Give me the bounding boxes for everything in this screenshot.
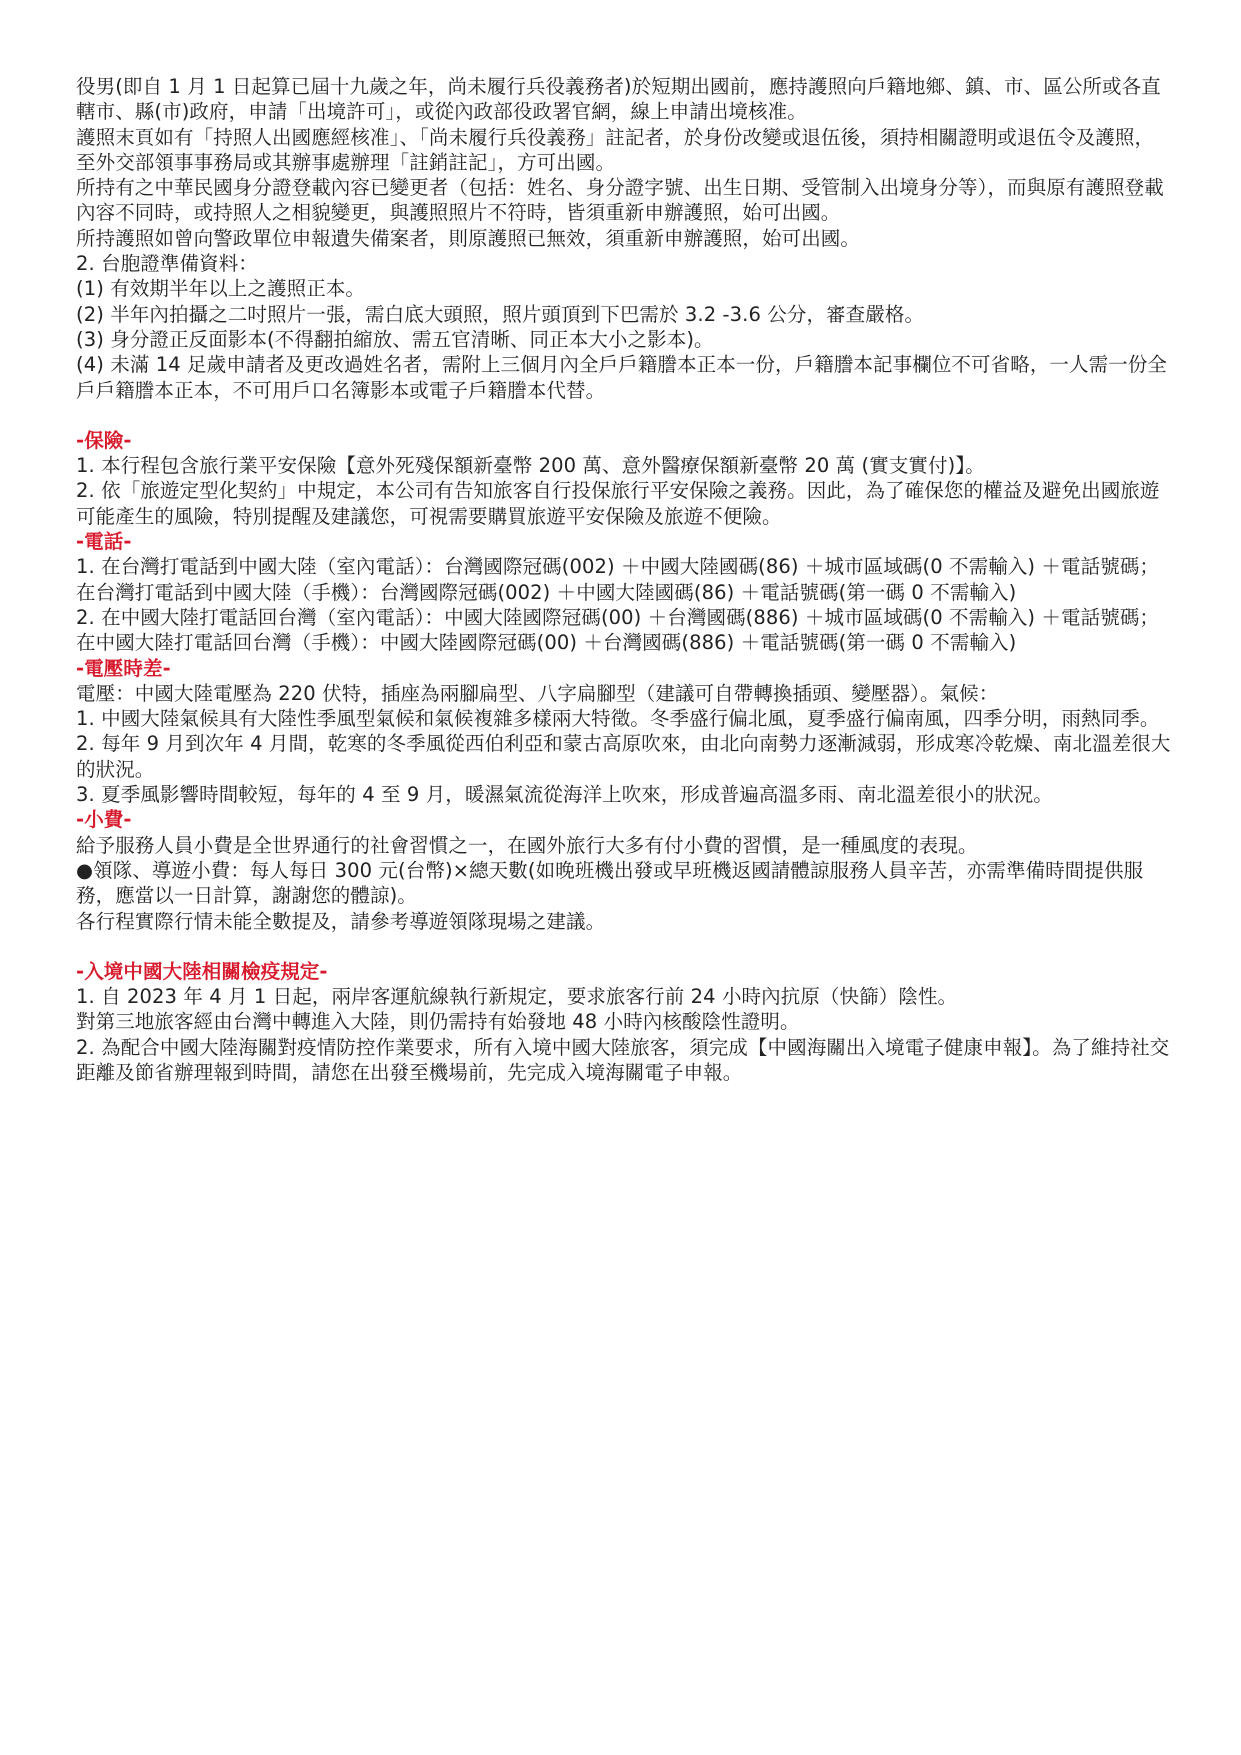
quarantine-item: 2. 為配合中國大陸海關對疫情防控作業要求，所有入境中國大陸旅客，須完成【中國海關出入境電子健康申報】。為了維持社交距離及節省辦理報到時間，請您在出發至機場前，先完成入境海關電子申報。 — [76, 1035, 1170, 1084]
tips-text: 給予服務人員小費是全世界通行的社會習慣之一，在國外旅行大多有付小費的習慣，是一種風度的表現。 — [76, 833, 978, 857]
climate-item: 1. 中國大陸氣候具有大陸性季風型氣候和氣候複雜多樣兩大特徵。冬季盛行偏北風，夏季盛行偏南風，四季分明，雨熱同季。 — [76, 707, 1160, 731]
phone-item: 2. 在中國大陸打電話回台灣（室內電話）：中國大陸國際冠碼(00) ＋台灣國碼(886) ＋城市區域碼(0 不需輸入) ＋電話號碼；在中國大陸打電話回台灣（手機）：中國大陸國際冠碼(00) ＋台灣國碼(886) ＋電話號碼(第一碼 0 不需輸入) — [76, 605, 1160, 655]
voltage-section — [76, 656, 1171, 808]
spacer — [76, 934, 1171, 959]
spacer — [76, 403, 1171, 428]
voltage-heading: -電壓時差- — [76, 656, 171, 680]
insurance-item: 1. 本行程包含旅行業平安保險【意外死殘保額新臺幣 200 萬、意外醫療保額新臺幣 20 萬 (實支實付)】。 — [76, 454, 985, 478]
document-page — [76, 74, 1171, 1085]
phone-heading: -電話- — [76, 530, 132, 554]
mtp-requirements-title: 2. 台胞證準備資料： — [76, 252, 258, 276]
insurance-section — [76, 428, 1171, 529]
quarantine-heading: -入境中國大陸相關檢疫規定- — [76, 959, 328, 983]
voltage-text: 電壓：中國大陸電壓為 220 伏特，插座為兩腳扁型、八字扁腳型（建議可自帶轉換插頭、變壓器）。氣候： — [76, 681, 999, 705]
quarantine-item: 對第三地旅客經由台灣中轉進入大陸，則仍需持有始發地 48 小時內核酸陰性證明。 — [76, 1010, 800, 1034]
tips-text: 各行程實際行情未能全數提及，請參考導遊領隊現場之建議。 — [76, 909, 606, 933]
phone-item: 1. 在台灣打電話到中國大陸（室內電話）：台灣國際冠碼(002) ＋中國大陸國碼(86) ＋城市區域碼(0 不需輸入) ＋電話號碼；在台灣打電話到中國大陸（手機）：台灣國際冠碼(002) ＋中國大陸國碼(86) ＋電話號碼(第一碼 0 不需輸入) — [76, 555, 1160, 604]
quarantine-section — [76, 959, 1171, 1085]
climate-item: 3. 夏季風影響時間較短，每年的 4 至 9 月，暖濕氣流從海洋上吹來，形成普遍高溫多雨、南北溫差很小的狀況。 — [76, 783, 1053, 807]
quarantine-item: 1. 自 2023 年 4 月 1 日起，兩岸客運航線執行新規定，要求旅客行前 24 小時內抗原（快篩）陰性。 — [76, 985, 958, 1009]
id-change-text: 所持有之中華民國身分證登載內容已變更者（包括：姓名、身分證字號、出生日期、受管制入出境身分等），而與原有護照登載內容不同時，或持照人之相貌變更，與護照照片不符時，皆須重新申辦護照，始可出國。 — [76, 176, 1164, 225]
lost-passport-text: 所持護照如曾向警政單位申報遺失備案者，則原護照已無效，須重新申辦護照，始可出國。 — [76, 226, 861, 250]
intro-section — [76, 74, 1171, 403]
mtp-requirement-item: (3) 身分證正反面影本(不得翻拍縮放、需五官清晰、同正本大小之影本)。 — [76, 327, 714, 351]
mtp-requirement-item: (2) 半年內拍攝之二吋照片一張，需白底大頭照，照片頭頂到下巴需於 3.2 -3.6 公分，審查嚴格。 — [76, 302, 925, 326]
phone-section — [76, 529, 1171, 655]
tips-text: ●領隊、導遊小費：每人每日 300 元(台幣)×總天數(如晚班機出發或早班機返國請體諒服務人員辛苦，亦需準備時間提供服務，應當以一日計算，謝謝您的體諒)。 — [76, 858, 1144, 908]
passport-annotation-text: 護照末頁如有「持照人出國應經核准」、「尚未履行兵役義務」註記者，於身份改變或退伍後，須持相關證明或退伍令及護照，至外交部領事事務局或其辦事處辦理「註銷註記」，方可出國。 — [76, 125, 1155, 174]
mtp-requirement-item: (1) 有效期半年以上之護照正本。 — [76, 277, 366, 301]
climate-item: 2. 每年 9 月到次年 4 月間，乾寒的冬季風從西伯利亞和蒙古高原吹來，由北向南勢力逐漸減弱，形成寒冷乾燥、南北溫差很大的狀況。 — [76, 732, 1171, 781]
tips-section — [76, 807, 1171, 933]
tips-heading: -小費- — [76, 808, 132, 832]
insurance-item: 2. 依「旅遊定型化契約」中規定，本公司有告知旅客自行投保旅行平安保險之義務。因此，為了確保您的權益及避免出國旅遊可能產生的風險，特別提醒及建議您，可視需要購買旅遊平安保險及旅遊不便險。 — [76, 479, 1160, 528]
mtp-requirement-item: (4) 未滿 14 足歲申請者及更改過姓名者，需附上三個月內全戶戶籍謄本正本一份，戶籍謄本記事欄位不可省略，一人需一份全戶戶籍謄本正本，不可用戶口名簿影本或電子戶籍謄本代替。 — [76, 353, 1168, 402]
insurance-heading: -保險- — [76, 428, 132, 452]
military-exit-permit-text: 役男(即自 1 月 1 日起算已屆十九歲之年，尚未履行兵役義務者)於短期出國前，應持護照向戶籍地鄉、鎮、市、區公所或各直轄市、縣(市)政府，申請「出境許可」，或從內政部役政署官網，線上申請出境核准。 — [76, 75, 1161, 124]
